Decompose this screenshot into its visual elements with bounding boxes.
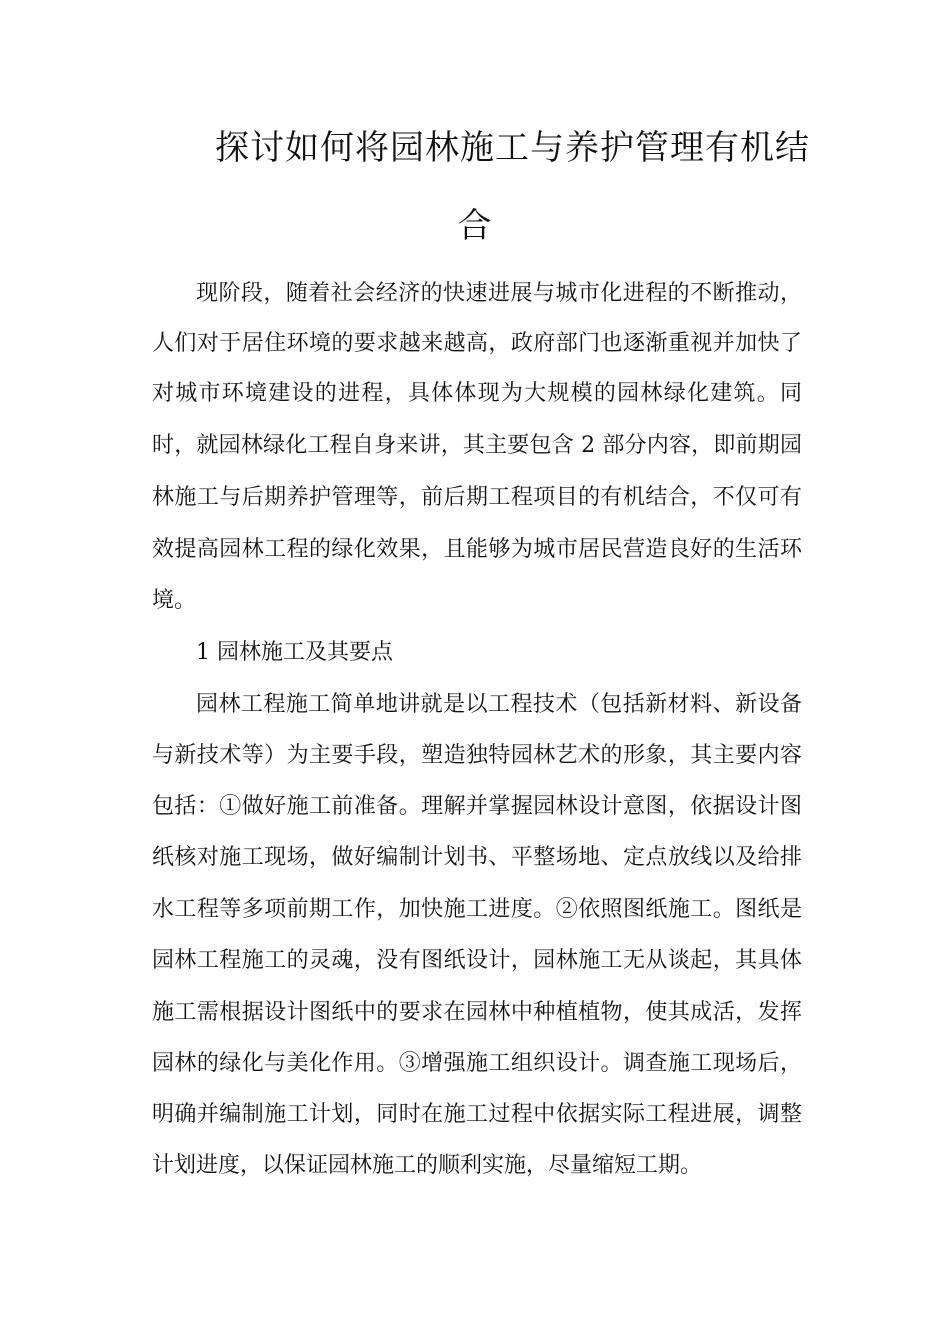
paragraph-2-line: 明确并编制施工计划，同时在施工过程中依据实际工程进展，调整 (152, 1102, 802, 1127)
paragraph-1-line: 效提高园林工程的绿化效果，且能够为城市居民营造良好的生活环 (152, 537, 802, 562)
paragraph-2-line: 施工需根据设计图纸中的要求在园林中种植植物，使其成活，发挥 (152, 1000, 802, 1025)
paragraph-2-line: 园林的绿化与美化作用。③增强施工组织设计。调查施工现场后， (152, 1051, 802, 1076)
paragraph-1-line: 林施工与后期养护管理等，前后期工程项目的有机结合，不仅可有 (152, 485, 802, 510)
paragraph-2-line: 包括：①做好施工前准备。理解并掌握园林设计意图，依据设计图 (152, 794, 802, 819)
paragraph-2-line: 计划进度，以保证园林施工的顺利实施，尽量缩短工期。 (152, 1153, 703, 1178)
paragraph-2-line: 水工程等多项前期工作，加快施工进度。②依照图纸施工。图纸是 (152, 897, 802, 922)
paragraph-2-line: 与新技术等）为主要手段，塑造独特园林艺术的形象，其主要内容 (152, 743, 802, 768)
paragraph-2-line: 园林工程施工的灵魂，没有图纸设计，园林施工无从谈起，其具体 (152, 948, 802, 973)
paragraph-1-line: 境。 (152, 588, 197, 613)
paragraph-1-line: 对城市环境建设的进程，具体体现为大规模的园林绿化建筑。同 (152, 381, 802, 406)
paragraph-1-line: 人们对于居住环境的要求越来越高，政府部门也逐渐重视并加快了 (152, 331, 802, 356)
paragraph-2-line: 园林工程施工简单地讲就是以工程技术（包括新材料、新设备 (196, 692, 802, 717)
section-1-heading: 1 园林施工及其要点 (196, 640, 393, 665)
document-title-line-1: 探讨如何将园林施工与养护管理有机结 (215, 128, 810, 168)
paragraph-1-line: 时，就园林绿化工程自身来讲，其主要包含 2 部分内容，即前期园 (152, 433, 802, 458)
paragraph-1-line: 现阶段，随着社会经济的快速进展与城市化进程的不断推动， (196, 281, 802, 306)
paragraph-2-line: 纸核对施工现场，做好编制计划书、平整场地、定点放线以及给排 (152, 845, 802, 870)
document-title-line-2: 合 (457, 206, 493, 246)
